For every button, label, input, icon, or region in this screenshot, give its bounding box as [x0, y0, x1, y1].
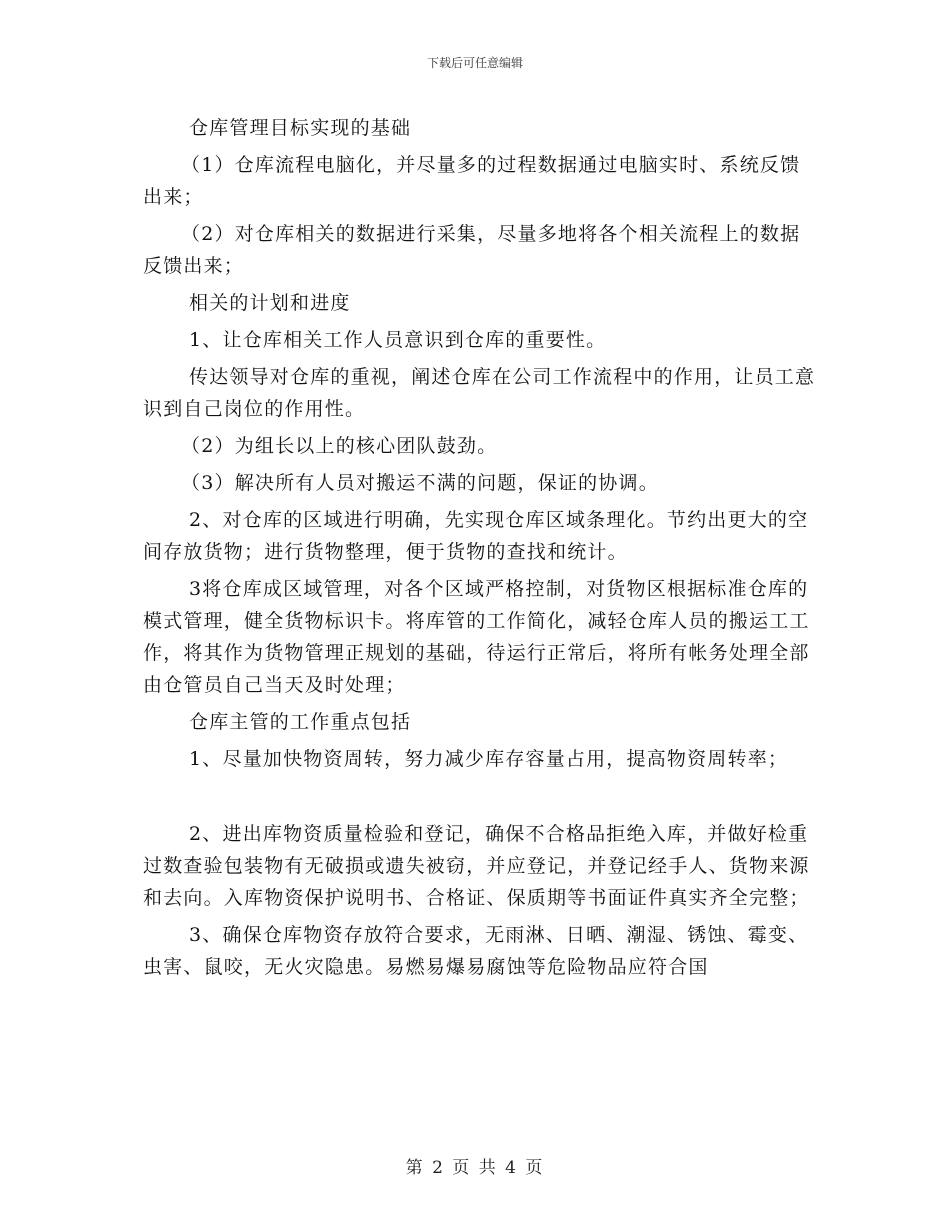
- paragraph-plan-1-detail: 传达领导对仓库的重视，阐述仓库在公司工作流程中的作用，让员工意识到自己岗位的作用性。: [143, 366, 816, 420]
- paragraph-heading-supervisor: 仓库主管的工作重点包括: [189, 711, 412, 733]
- page-header: 下载后可任意编辑: [426, 56, 523, 70]
- paragraph-plan-2: 2、对仓库的区域进行明确，先实现仓库区域条理化。节约出更大的空间存放货物；进行货物整理，便于货物的查找和统计。: [143, 509, 809, 563]
- paragraph-item-1: （1）仓库流程电脑化，并尽量多的过程数据通过电脑实时、系统反馈出来；: [143, 154, 801, 208]
- paragraph-heading-plan: 相关的计划和进度: [189, 292, 351, 314]
- document-body: [143, 112, 818, 988]
- paragraph-supervisor-2: 2、进出库物资质量检验和登记，确保不合格品拒绝入库，并做好检重过数查验包装物有无破损或遗失被窃，并应登记，并登记经手人、货物来源和去向。入库物资保护说明书、合格证、保质期等书面证件真实齐全完整；: [143, 823, 810, 909]
- paragraph-item-2: （2）对仓库相关的数据进行采集，尽量多地将各个相关流程上的数据反馈出来；: [143, 223, 801, 277]
- paragraph-gap: [143, 780, 818, 818]
- page-footer: 第 2 页 共 4 页: [405, 1158, 545, 1178]
- paragraph-heading-foundation: 仓库管理目标实现的基础: [189, 117, 412, 139]
- paragraph-supervisor-3: 3、确保仓库物资存放符合要求，无雨淋、日晒、潮湿、锈蚀、霉变、虫害、鼠咬，无火灾隐患。易燃易爆易腐蚀等危险物品应符合国: [143, 924, 809, 978]
- paragraph-plan-1-sub2: （2）为组长以上的核心团队鼓劲。: [181, 435, 498, 457]
- paragraph-supervisor-1: 1、尽量加快物资周转，努力减少库存容量占用，提高物资周转率；: [189, 748, 789, 770]
- paragraph-plan-3: 3将仓库成区域管理，对各个区域严格控制，对货物区根据标准仓库的模式管理，健全货物标识卡。将库管的工作简化，减轻仓库人员的搬运工工作，将其作为货物管理正规划的基础，待运行正常后，将所有帐务处理全部由仓管员自己当天及时处理；: [143, 578, 810, 696]
- paragraph-plan-1-sub3: （3）解决所有人员对搬运不满的问题，保证的协调。: [181, 472, 659, 494]
- paragraph-plan-1: 1、让仓库相关工作人员意识到仓库的重要性。: [189, 329, 607, 351]
